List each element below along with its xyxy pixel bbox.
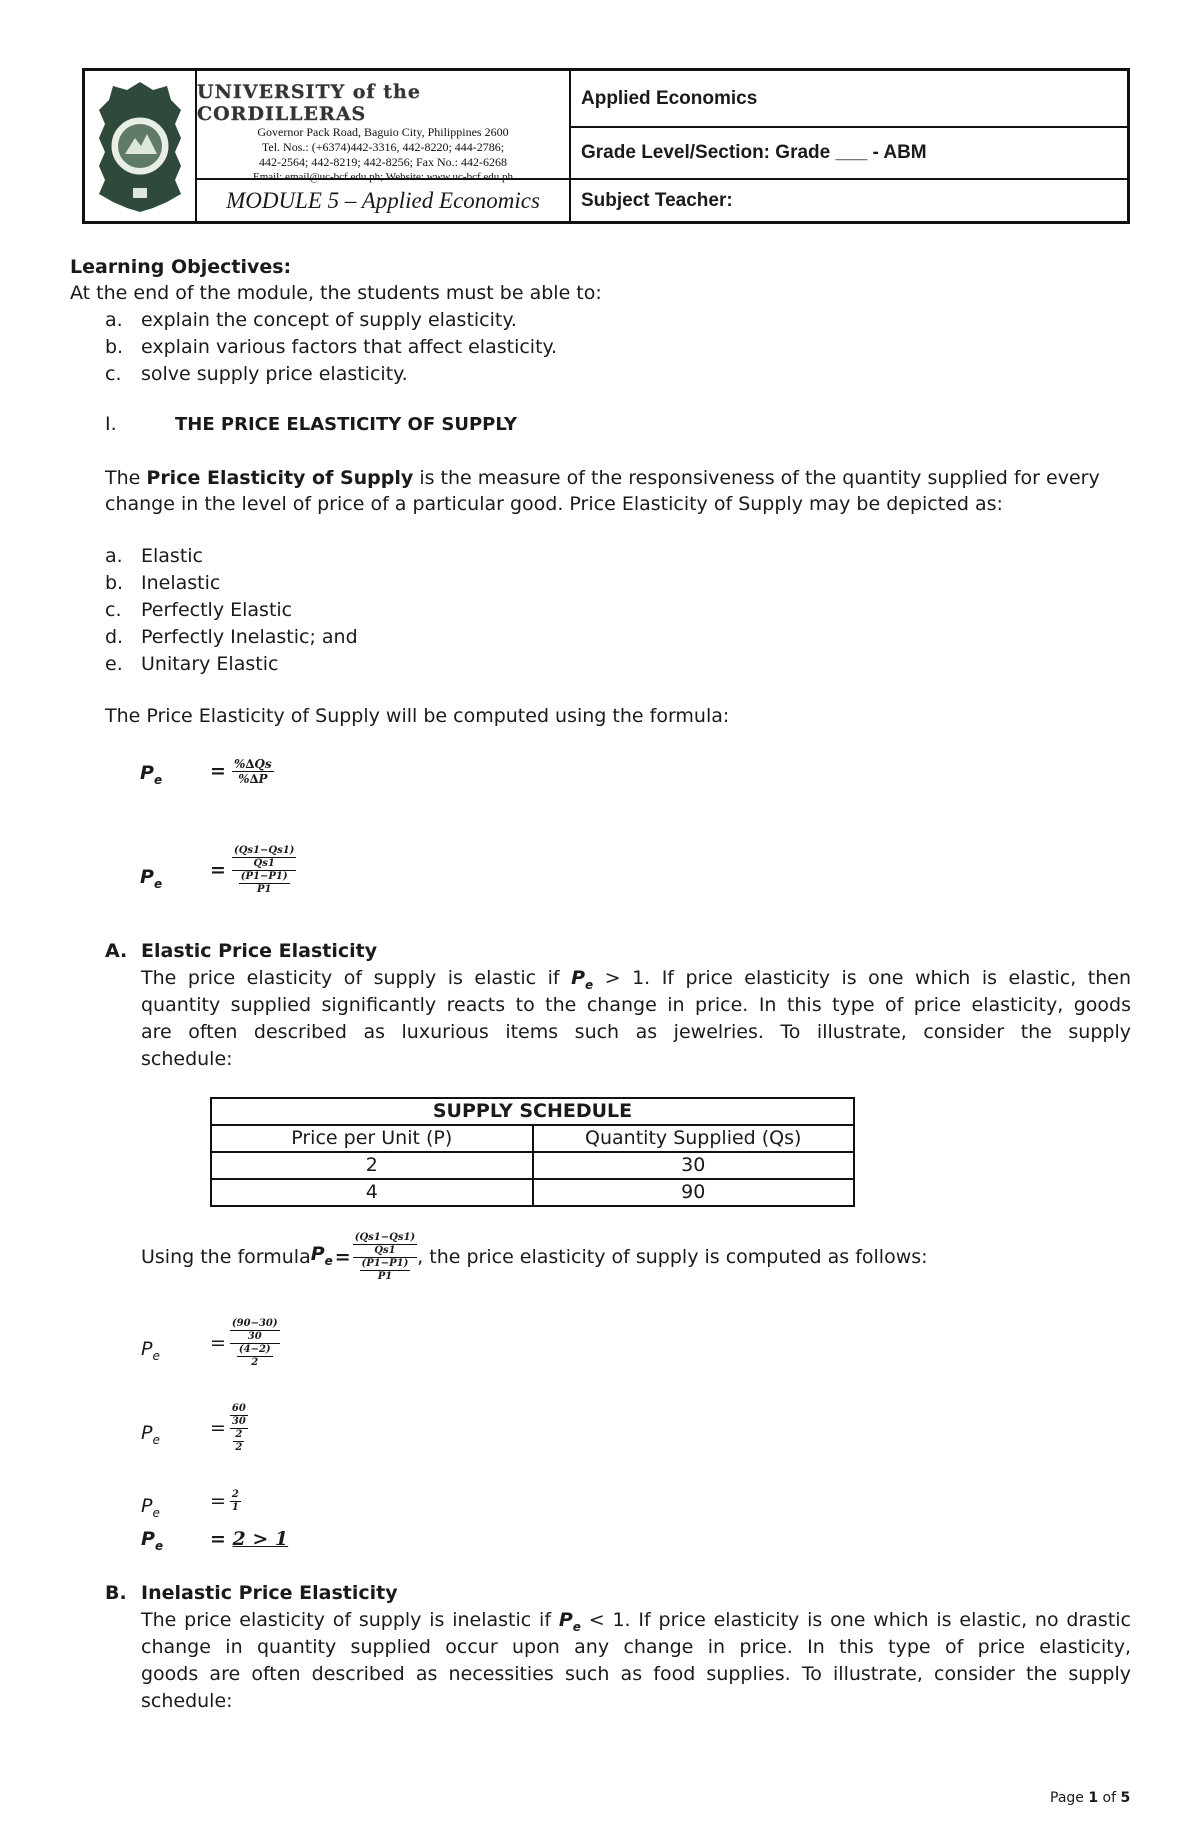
section-b-line-3: goods are often described as necessities such as food supplies. To illustrate, consider the supply [141,1663,1131,1685]
section-b-line-4: schedule: [141,1690,233,1712]
result-label [141,1526,163,1560]
type-item [105,651,278,678]
term-price-elasticity: Price Elasticity of Supply [146,467,414,489]
section-a-line-1: The price elasticity of supply is elastic if $P_e > 1$. If price elasticity is one which is elastic, then [141,967,1131,992]
step-3-rhs: = $\frac{2}{1}$ [210,1489,239,1513]
pe-symbol: $P_e$ [310,1242,333,1268]
objective-text: explain various factors that affect elasticity. [141,336,558,358]
pe-symbol: $P_e$ [141,1338,160,1363]
formula-intro: The Price Elasticity of Supply will be computed using the formula: [105,705,730,727]
step-2-fraction: $\frac{\frac{60}{30}}{\frac{2}{2}}$ [231,1403,246,1453]
pe-symbol: $P_e$ [558,1609,581,1634]
university-seal-icon [95,76,185,216]
module-title: MODULE 5 – Applied Economics [226,187,540,213]
table-row [211,1179,854,1206]
pe-symbol: $P_e$ [571,967,594,992]
list-marker: a. [105,545,123,567]
table-row [211,1152,854,1179]
university-address: Governor Pack Road, Baguio City, Philippines 2600 [257,125,509,139]
type-text: Perfectly Inelastic; and [141,626,358,648]
university-tel-line-1: Tel. Nos.: (+6374)442-3316, 442-8220; 444-2786; [261,140,505,154]
section-b-title: Inelastic Price Elasticity [141,1582,398,1604]
step-3-label [141,1493,160,1527]
pe-symbol: $P_e$ [141,1528,164,1553]
objective-item [105,334,557,361]
table-title: SUPPLY SCHEDULE [211,1098,854,1125]
objectives-intro: At the end of the module, the students must be able to: [70,282,602,304]
page-footer: Page 1 of 5 [1050,1790,1131,1806]
objectives-heading: Learning Objectives: [70,256,292,278]
table-cell: 4 [211,1179,533,1206]
subject-label: Applied Economics [571,71,1127,128]
pe-symbol: $P_e$ [140,762,163,787]
section-a-title: Elastic Price Elasticity [141,940,378,962]
section-a-line-4: schedule: [141,1048,233,1070]
university-name: UNIVERSITY of the CORDILLERAS [197,81,421,125]
table-cell: 30 [533,1152,855,1179]
list-marker: a. [105,309,123,331]
table-cell: 2 [211,1152,533,1179]
pe-symbol: $P_e$ [141,1422,160,1447]
definition-line-1: The Price Elasticity of Supply is the measure of the responsiveness of the quantity supplied for every [105,467,1100,489]
equals-sign: = [210,859,226,881]
objective-text: explain the concept of supply elasticity. [141,309,517,331]
formula-compound-fraction: $\frac{\frac{(Qs1-Qs1)}{Qs1}}{\frac{(P1-P1)}{P1}}$ [354,1232,416,1282]
formula-1-rhs [210,757,274,786]
seal-cell [85,71,197,221]
type-item [105,597,292,624]
step-3-fraction: $\frac{2}{1}$ [231,1489,239,1513]
step-2-label [141,1420,160,1454]
section-a-line-3: are often described as luxurious items such as jewelries. To illustrate, consider the supply [141,1021,1131,1043]
page-total: 5 [1120,1790,1131,1806]
university-email: Email: email@uc-bcf.edu.ph; Website: www.uc-bcf.edu.ph [252,171,514,183]
definition-line-2: change in the level of price of a particular good. Price Elasticity of Supply may be depicted as: [105,493,1003,515]
university-cell [197,71,571,221]
section-b-marker: B. [105,1582,127,1604]
using-formula-line: Using the formula $P_e$ = $\frac{\frac{(Qs1-Qs1)}{Qs1}}{\frac{(P1-P1)}{P1}}$ , the price elasticity of supply is computed as follows: [141,1232,928,1282]
list-marker: e. [105,653,123,675]
type-item [105,570,220,597]
objective-item [105,361,408,388]
table-cell: 90 [533,1179,855,1206]
type-text: Unitary Elastic [141,653,279,675]
list-marker: b. [105,572,124,594]
info-cell [571,71,1127,221]
formula-fraction: $\frac{\%\Delta Qs}{\%\Delta P}$ [233,757,272,786]
formula-compound-fraction [232,845,296,896]
type-item [105,543,203,570]
section-a-line-2: quantity supplied significantly reacts to the change in price. In this type of price elasticity, goods [141,994,1131,1016]
type-text: Inelastic [141,572,221,594]
list-marker: c. [105,599,122,621]
result-expression: 2 > 1 [232,1528,289,1550]
pe-symbol: $P_e$ [141,1495,160,1520]
step-1-rhs: = $\frac{\frac{(90-30)}{30}}{\frac{(4-2)}{2}}$ [210,1318,278,1368]
step-1-label [141,1336,160,1370]
step-2-rhs: = $\frac{\frac{60}{30}}{\frac{2}{2}}$ [210,1403,246,1453]
equals-sign: = [210,760,226,782]
type-text: Perfectly Elastic [141,599,293,621]
numerator-fraction: $\frac{(Qs1-Qs1)}{Qs1}$ [233,845,295,869]
list-marker: b. [105,336,124,358]
university-info [197,71,569,183]
page-number: 1 [1088,1790,1099,1806]
section-b-line-2: change in quantity supplied occur upon any change in price. In this type of price elasticity, [141,1636,1131,1658]
list-marker: d. [105,626,124,648]
formula-1 [140,760,162,794]
formula-2 [140,864,162,898]
section-number: I. [105,413,117,435]
result-value: = 2 > 1 [210,1528,289,1550]
objective-text: solve supply price elasticity. [141,363,408,385]
denominator-fraction: $\frac{(P1-P1)}{P1}$ [240,871,288,895]
module-header [82,68,1130,224]
list-marker: c. [105,363,122,385]
section-a-marker: A. [105,940,128,962]
step-1-fraction: $\frac{\frac{(90-30)}{30}}{\frac{(4-2)}{2}}$ [231,1318,278,1368]
formula-2-rhs [210,845,296,896]
subject-teacher-label: Subject Teacher: [581,189,733,211]
type-item [105,624,358,651]
pe-symbol: $P_e$ [140,866,163,891]
objective-item [105,307,517,334]
section-title: THE PRICE ELASTICITY OF SUPPLY [175,414,518,435]
university-tel-line-2: 442-2564; 442-8219; 442-8256; Fax No.: 442-6268 [259,155,507,169]
table-header-price: Price per Unit (P) [211,1125,533,1152]
grade-section-label: Grade Level/Section: Grade ___ - ABM [571,128,1127,180]
table-header-quantity: Quantity Supplied (Qs) [533,1125,855,1152]
supply-schedule-table [210,1097,855,1207]
type-text: Elastic [141,545,204,567]
section-b-line-1: The price elasticity of supply is inelastic if $P_e < 1$. If price elasticity is one which is elastic, no drastic [141,1609,1131,1634]
